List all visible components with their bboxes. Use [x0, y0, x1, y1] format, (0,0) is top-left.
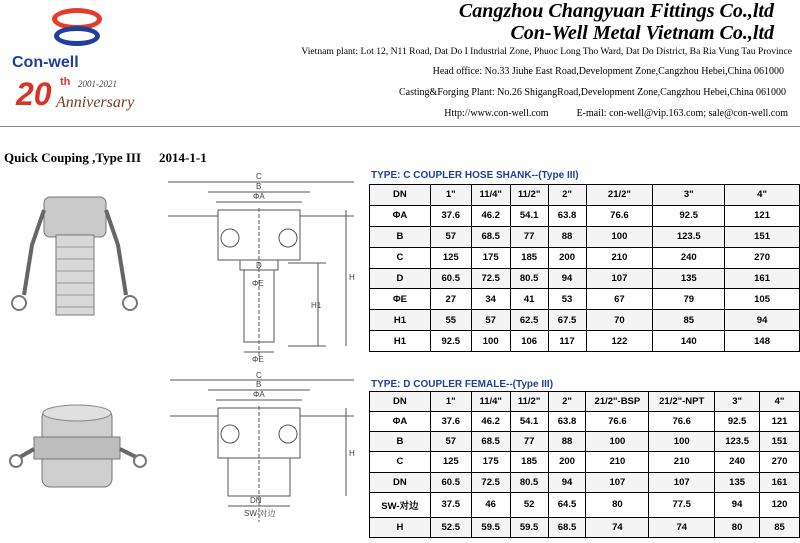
vietnam-plant-address: Vietnam plant: Lot 12, N11 Road, Dat Do I Industrial Zone, Phuoc Long Tho Ward, Dat Do District, Ba Ria Vung Tau Province: [301, 46, 792, 57]
table-cell: 59.5: [510, 517, 548, 537]
table-cell: 80.5: [510, 268, 548, 289]
table-row-label: ΦA: [370, 205, 431, 226]
table-cell: 140: [653, 331, 725, 352]
table-header-cell: 1": [430, 392, 471, 412]
document-title-text: Quick Couping ,Type III: [4, 150, 142, 165]
table-cell: 200: [548, 452, 586, 472]
table-header-cell: 21/2"-BSP: [586, 392, 649, 412]
table-cell: 88: [548, 432, 586, 452]
table-cell: 67.5: [548, 310, 586, 331]
table-cell: 41: [510, 289, 548, 310]
logo-ring-blue: [54, 26, 100, 46]
table-row-label: C: [370, 452, 431, 472]
table-header-cell: 1": [430, 185, 471, 206]
table-cell: 46.2: [471, 205, 510, 226]
table-d-coupler: [369, 391, 800, 538]
table-cell: 100: [586, 432, 649, 452]
table-cell: 72.5: [471, 268, 510, 289]
table-cell: 52.5: [430, 517, 471, 537]
head-office-address: Head office: No.33 Jiuhe East Road,Development Zone,Cangzhou Hebei,China 061000: [432, 66, 784, 77]
table-cell: 57: [430, 226, 471, 247]
table-cell: 161: [725, 268, 800, 289]
table-cell: 27: [430, 289, 471, 310]
table-cell: 185: [510, 247, 548, 268]
table-cell: 100: [586, 226, 653, 247]
header-divider: [0, 126, 800, 127]
table-header-cell: 11/2": [510, 392, 548, 412]
table-header-cell: 11/4": [471, 392, 510, 412]
dim-sw-label-d: SW-对边: [244, 509, 276, 518]
table-d-title: TYPE: D COUPLER FEMALE--(Type III): [371, 379, 554, 390]
table-row: [370, 452, 800, 472]
c-coupler-photo-image: [4, 185, 149, 335]
dim-b-label-d: B: [256, 380, 262, 389]
table-cell: 55: [430, 310, 471, 331]
table-cell: 68.5: [471, 432, 510, 452]
c-coupler-photo: [4, 185, 149, 335]
table-cell: 107: [649, 472, 715, 492]
table-header-row: [370, 185, 800, 206]
table-row-label: H1: [370, 331, 431, 352]
table-cell: 117: [548, 331, 586, 352]
table-cell: 175: [471, 247, 510, 268]
dim-h-label-d: H: [349, 449, 355, 458]
table-row: [370, 268, 800, 289]
table-cell: 105: [725, 289, 800, 310]
table-cell: 70: [586, 310, 653, 331]
table-cell: 85: [760, 517, 800, 537]
table-header-cell: 21/2"-NPT: [649, 392, 715, 412]
table-cell: 125: [430, 452, 471, 472]
company-logo: [4, 8, 154, 118]
table-row: [370, 226, 800, 247]
table-cell: 54.1: [510, 205, 548, 226]
table-cell: 210: [586, 452, 649, 472]
logo-anniversary-number: 20: [16, 76, 52, 112]
table-cell: 121: [725, 205, 800, 226]
table-row: [370, 331, 800, 352]
table-cell: 270: [725, 247, 800, 268]
table-row-label: D: [370, 268, 431, 289]
table-header-cell: 4": [760, 392, 800, 412]
table-cell: 57: [471, 310, 510, 331]
table-cell: 107: [586, 472, 649, 492]
table-cell: 148: [725, 331, 800, 352]
table-cell: 92.5: [715, 412, 760, 432]
table-row-label: H: [370, 517, 431, 537]
table-cell: 185: [510, 452, 548, 472]
table-header-cell: 11/4": [471, 185, 510, 206]
table-cell: 100: [649, 432, 715, 452]
casting-plant-address: Casting&Forging Plant: No.26 ShigangRoad,Development Zone,Cangzhou Hebei,China 061000: [399, 87, 786, 98]
document-title: [4, 150, 207, 166]
table-cell: 68.5: [548, 517, 586, 537]
company-name-primary: Cangzhou Changyuan Fittings Co.,ltd: [458, 0, 774, 22]
table-cell: 94: [725, 310, 800, 331]
table-row-label: C: [370, 247, 431, 268]
table-cell: 53: [548, 289, 586, 310]
table-row-label: B: [370, 432, 431, 452]
table-row: [370, 310, 800, 331]
contact-line: [444, 108, 788, 119]
table-cell: 72.5: [471, 472, 510, 492]
table-row-label: H1: [370, 310, 431, 331]
table-cell: 210: [586, 247, 653, 268]
dim-h1-label: H1: [311, 301, 322, 310]
table-cell: 88: [548, 226, 586, 247]
table-cell: 62.5: [510, 310, 548, 331]
table-cell: 77: [510, 432, 548, 452]
table-row-label: ΦE: [370, 289, 431, 310]
table-row: [370, 432, 800, 452]
d-coupler-technical-drawing: [158, 372, 363, 538]
d-coupler-drawing: [158, 372, 363, 538]
table-cell: 59.5: [471, 517, 510, 537]
table-cell: 76.6: [586, 205, 653, 226]
table-cell: 270: [760, 452, 800, 472]
table-cell: 100: [471, 331, 510, 352]
table-cell: 121: [760, 412, 800, 432]
table-cell: 92.5: [430, 331, 471, 352]
table-cell: 125: [430, 247, 471, 268]
table-cell: 37.6: [430, 412, 471, 432]
table-header-cell: 21/2": [586, 185, 653, 206]
table-cell: 85: [653, 310, 725, 331]
table-cell: 80: [586, 492, 649, 517]
table-cell: 200: [548, 247, 586, 268]
table-row: [370, 517, 800, 537]
table-cell: 106: [510, 331, 548, 352]
table-row: [370, 247, 800, 268]
table-cell: 135: [715, 472, 760, 492]
table-cell: 46.2: [471, 412, 510, 432]
dim-e-bottom-label: ΦE: [252, 355, 264, 364]
table-header-cell: DN: [370, 185, 431, 206]
dim-a-label: ΦA: [253, 192, 265, 201]
dim-h-label: H: [349, 273, 355, 282]
website-link[interactable]: Http://www.con-well.com: [444, 108, 549, 119]
table-cell: 135: [653, 268, 725, 289]
c-coupler-drawing: [158, 168, 363, 368]
table-cell: 63.8: [548, 205, 586, 226]
dim-c-label-d: C: [256, 372, 262, 380]
table-cell: 120: [760, 492, 800, 517]
table-cell: 94: [548, 472, 586, 492]
table-header-row: [370, 392, 800, 412]
dim-a-label-d: ΦA: [253, 390, 265, 399]
table-cell: 92.5: [653, 205, 725, 226]
table-cell: 80: [715, 517, 760, 537]
table-row: [370, 412, 800, 432]
table-row: [370, 289, 800, 310]
dim-c-label: C: [256, 172, 262, 181]
table-row: [370, 205, 800, 226]
dim-d-label: D: [256, 261, 262, 270]
table-row-label: B: [370, 226, 431, 247]
table-cell: 74: [649, 517, 715, 537]
table-cell: 123.5: [715, 432, 760, 452]
table-cell: 210: [649, 452, 715, 472]
table-c-coupler: [369, 184, 800, 352]
table-cell: 63.8: [548, 412, 586, 432]
table-header-cell: 3": [715, 392, 760, 412]
table-cell: 80.5: [510, 472, 548, 492]
table-row-label: ΦA: [370, 412, 431, 432]
table-cell: 161: [760, 472, 800, 492]
d-coupler-photo: [4, 395, 154, 505]
logo-brand: Con-well: [12, 54, 79, 71]
table-cell: 67: [586, 289, 653, 310]
table-cell: 74: [586, 517, 649, 537]
table-cell: 76.6: [586, 412, 649, 432]
company-name-secondary: Con-Well Metal Vietnam Co.,ltd: [510, 22, 774, 44]
table-cell: 37.5: [430, 492, 471, 517]
table-cell: 79: [653, 289, 725, 310]
table-cell: 68.5: [471, 226, 510, 247]
table-cell: 94: [715, 492, 760, 517]
table-cell: 240: [653, 247, 725, 268]
document-date: 2014-1-1: [159, 150, 207, 165]
logo-anniversary-word: Anniversary: [56, 94, 135, 111]
table-row: [370, 472, 800, 492]
table-cell: 77.5: [649, 492, 715, 517]
dim-b-label: B: [256, 182, 262, 191]
table-row-label: DN: [370, 472, 431, 492]
table-cell: 52: [510, 492, 548, 517]
d-coupler-photo-image: [4, 395, 154, 505]
table-cell: 240: [715, 452, 760, 472]
table-header-cell: 3": [653, 185, 725, 206]
table-cell: 54.1: [510, 412, 548, 432]
email-text: E-mail: con-well@vip.163.com; sale@con-well.com: [576, 108, 788, 119]
table-row: [370, 492, 800, 517]
c-coupler-technical-drawing: [158, 168, 363, 368]
table-cell: 151: [725, 226, 800, 247]
table-cell: 175: [471, 452, 510, 472]
table-header-cell: 2": [548, 392, 586, 412]
logo-years: 2001-2021: [78, 79, 117, 89]
logo-anniversary-suffix: th: [60, 76, 71, 88]
table-header-cell: DN: [370, 392, 431, 412]
table-cell: 107: [586, 268, 653, 289]
table-cell: 64.5: [548, 492, 586, 517]
table-cell: 76.6: [649, 412, 715, 432]
table-cell: 94: [548, 268, 586, 289]
table-cell: 123.5: [653, 226, 725, 247]
table-cell: 60.5: [430, 472, 471, 492]
table-cell: 46: [471, 492, 510, 517]
table-cell: 57: [430, 432, 471, 452]
table-header-cell: 11/2": [510, 185, 548, 206]
table-cell: 60.5: [430, 268, 471, 289]
table-row-label: SW-对边: [370, 492, 431, 517]
table-header-cell: 4": [725, 185, 800, 206]
dim-e-label: ΦE: [252, 279, 264, 288]
table-c-title: TYPE: C COUPLER HOSE SHANK--(Type III): [371, 170, 579, 181]
table-cell: 34: [471, 289, 510, 310]
table-cell: 151: [760, 432, 800, 452]
table-cell: 37.6: [430, 205, 471, 226]
table-header-cell: 2": [548, 185, 586, 206]
dim-dn-label-d: DN: [250, 496, 262, 505]
table-cell: 77: [510, 226, 548, 247]
table-cell: 122: [586, 331, 653, 352]
